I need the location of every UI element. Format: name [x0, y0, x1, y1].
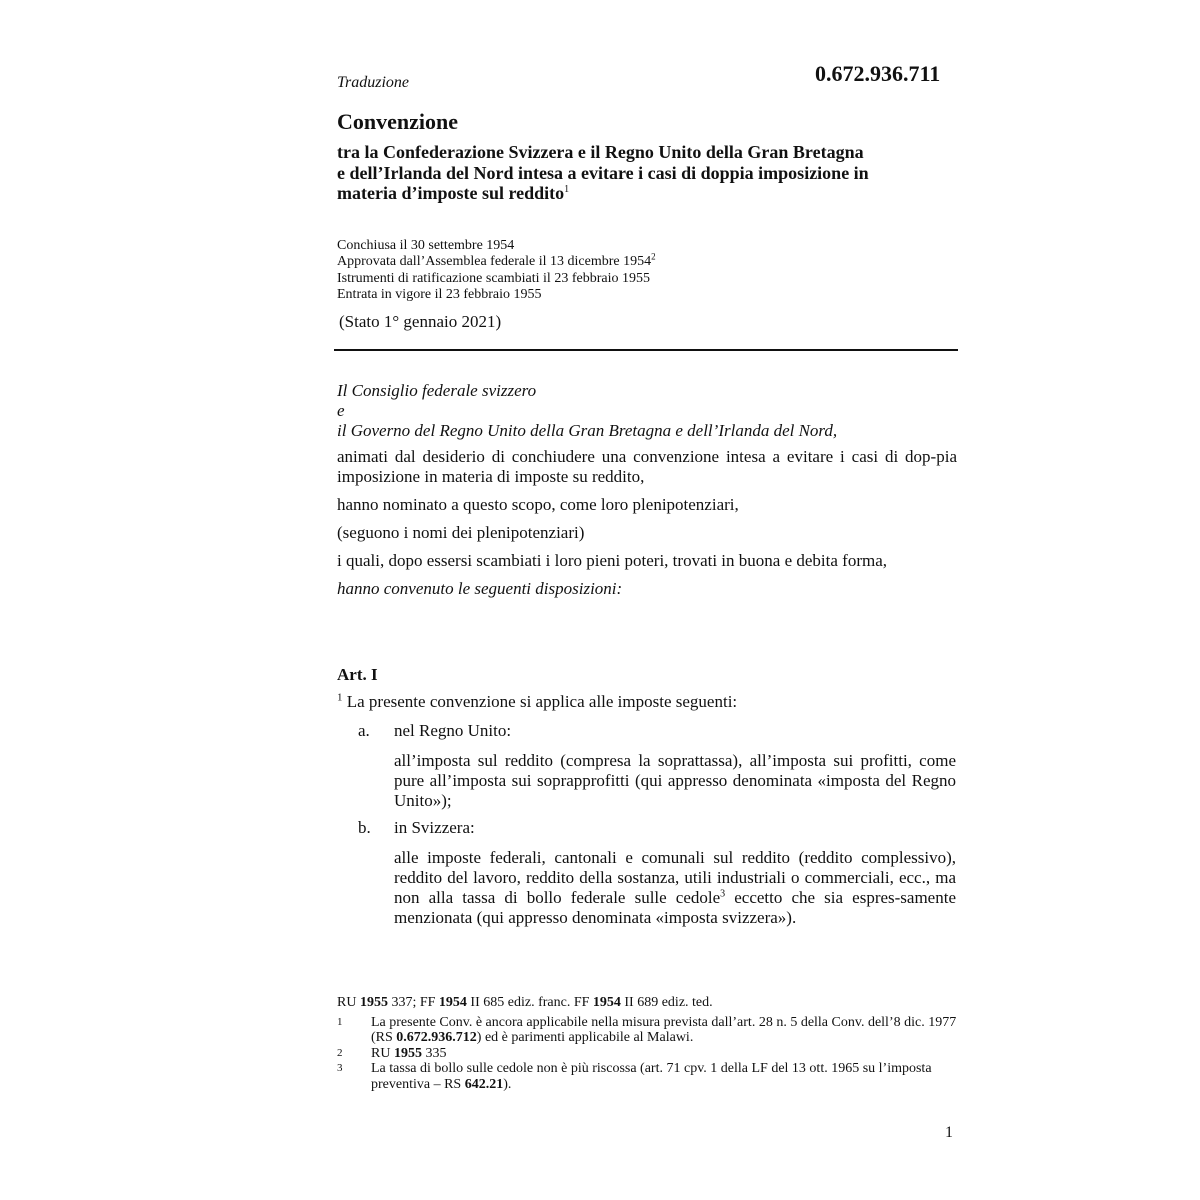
footnote-text-part: RU	[371, 1045, 394, 1061]
preamble-para-4: i quali, dopo essersi scambiati i loro pieni poteri, trovati in buona e debita forma,	[337, 551, 888, 570]
footnote-ref-2[interactable]: 2	[651, 251, 656, 262]
item-b-text-before: alle imposte federali, cantonali e comunali sul reddito (reddito complessivo), reddito del lavoro, reddito della sostanza, utili industriali o commerciali, ecc., ma non alla tassa di bollo federale sulle cedole	[394, 848, 956, 907]
item-a-text: all’imposta sul reddito (compresa la soprattassa), all’imposta sui profitti, come pure all’imposta sui soprapprofitti (qui appresso denominata «imposta del Regno Unito»);	[394, 751, 956, 810]
source-reference	[337, 995, 957, 1011]
page-number: 1	[945, 1124, 953, 1141]
footnote-2	[337, 1046, 957, 1062]
document-title: Convenzione	[337, 109, 458, 134]
footnote-ref-3[interactable]: 3	[720, 888, 726, 900]
date-ratification: Istrumenti di ratificazione scambiati il 23 febbraio 1955	[337, 270, 650, 286]
date-entry-into-force: Entrata in vigore il 23 febbraio 1955	[337, 287, 542, 303]
translation-label: Traduzione	[337, 74, 410, 91]
item-b-text	[394, 848, 956, 928]
preamble-para-5: hanno convenuto le seguenti disposizioni:	[337, 579, 623, 598]
footnote-text-part: La tassa di bollo sulle cedole non è più riscossa (art. 71 cpv. 1 della LF del 13 ott. 1965 su l’imposta preventiva – RS	[371, 1061, 932, 1092]
footnotes	[337, 995, 957, 1092]
footnote-text	[371, 1015, 957, 1046]
footnote-number: 1	[337, 1015, 343, 1028]
preamble-party-2: il Governo del Regno Unito della Gran Bretagna e dell’Irlanda del Nord,	[337, 421, 838, 440]
preamble-para-3: (seguono i nomi dei plenipotenziari)	[337, 523, 585, 542]
item-b-text-after: eccetto che sia espres-samente menzionata (qui appresso denominata «imposta svizzera»).	[394, 888, 956, 927]
footnote-3	[337, 1061, 957, 1092]
treaty-dates	[337, 238, 656, 304]
footnote-text-part: La presente Conv. è ancora applicabile nella misura prevista dall’art. 28 n. 5 della Conv. dell’8 dic. 1977 (RS	[371, 1014, 957, 1045]
preamble-para-1: animati dal desiderio di conchiudere una convenzione intesa a evitare i casi di dop-pia imposizione in materia di imposte su reddito,	[337, 447, 957, 486]
item-a-label: nel Regno Unito:	[394, 721, 512, 740]
subtitle-line-3	[337, 183, 957, 204]
article-title: Art. I	[337, 665, 378, 684]
footnote-1	[337, 1015, 957, 1046]
footnote-link[interactable]: 642.21	[464, 1076, 504, 1092]
footnote-ref-1[interactable]: 1	[564, 184, 570, 195]
source-ff2-rest: II 689 ediz. ted.	[620, 995, 713, 1010]
source-ff1-year: 1954	[438, 995, 467, 1010]
status-date: (Stato 1° gennaio 2021)	[339, 312, 502, 331]
subtitle-line-2: e dell’Irlanda del Nord intesa a evitare i casi di doppia imposizione in	[337, 162, 869, 183]
footnote-text-part: 335	[421, 1045, 447, 1061]
source-ff2-year: 1954	[592, 995, 621, 1010]
preamble-para-2: hanno nominato a questo scopo, come loro plenipotenziari,	[337, 495, 739, 514]
article-intro	[337, 692, 957, 712]
footnote-number: 2	[337, 1046, 343, 1059]
date-approved	[337, 251, 656, 270]
subtitle-line-1: tra la Confederazione Svizzera e il Regno Unito della Gran Bretagna	[337, 142, 864, 162]
item-b-letter: b.	[358, 818, 371, 837]
footnote-number: 3	[337, 1062, 343, 1074]
date-approved-text: Approvata dall’Assemblea federale il 13 dicembre 1954	[337, 254, 652, 270]
header-divider	[334, 349, 958, 351]
document-subtitle	[337, 142, 957, 204]
footnote-text	[371, 1061, 957, 1092]
preamble-conjunction: e	[337, 401, 345, 420]
item-b-label: in Svizzera:	[394, 818, 475, 837]
footnote-link[interactable]: 1955	[393, 1045, 422, 1061]
sr-number: 0.672.936.711	[815, 61, 941, 86]
footnote-text-part: ).	[503, 1076, 512, 1092]
source-ru-year: 1955	[359, 995, 388, 1010]
source-ff1-rest: II 685 ediz. franc. FF	[466, 995, 593, 1010]
footnote-text-part: ) ed è parimenti applicabile al Malawi.	[476, 1030, 694, 1045]
source-ru-page: 337; FF	[387, 995, 439, 1010]
source-ru: RU	[337, 995, 360, 1010]
subtitle-line-3-text: materia d’imposte sul reddito	[337, 183, 565, 203]
paragraph-number: 1	[337, 691, 343, 704]
preamble-party-1: Il Consiglio federale svizzero	[337, 381, 537, 400]
date-concluded: Conchiusa il 30 settembre 1954	[337, 238, 515, 253]
article-intro-text: La presente convenzione si applica alle imposte seguenti:	[346, 692, 738, 711]
preamble	[337, 381, 957, 599]
footnote-text	[371, 1046, 957, 1062]
footnote-link[interactable]: 0.672.936.712	[396, 1030, 477, 1045]
item-a-letter: a.	[358, 721, 370, 740]
